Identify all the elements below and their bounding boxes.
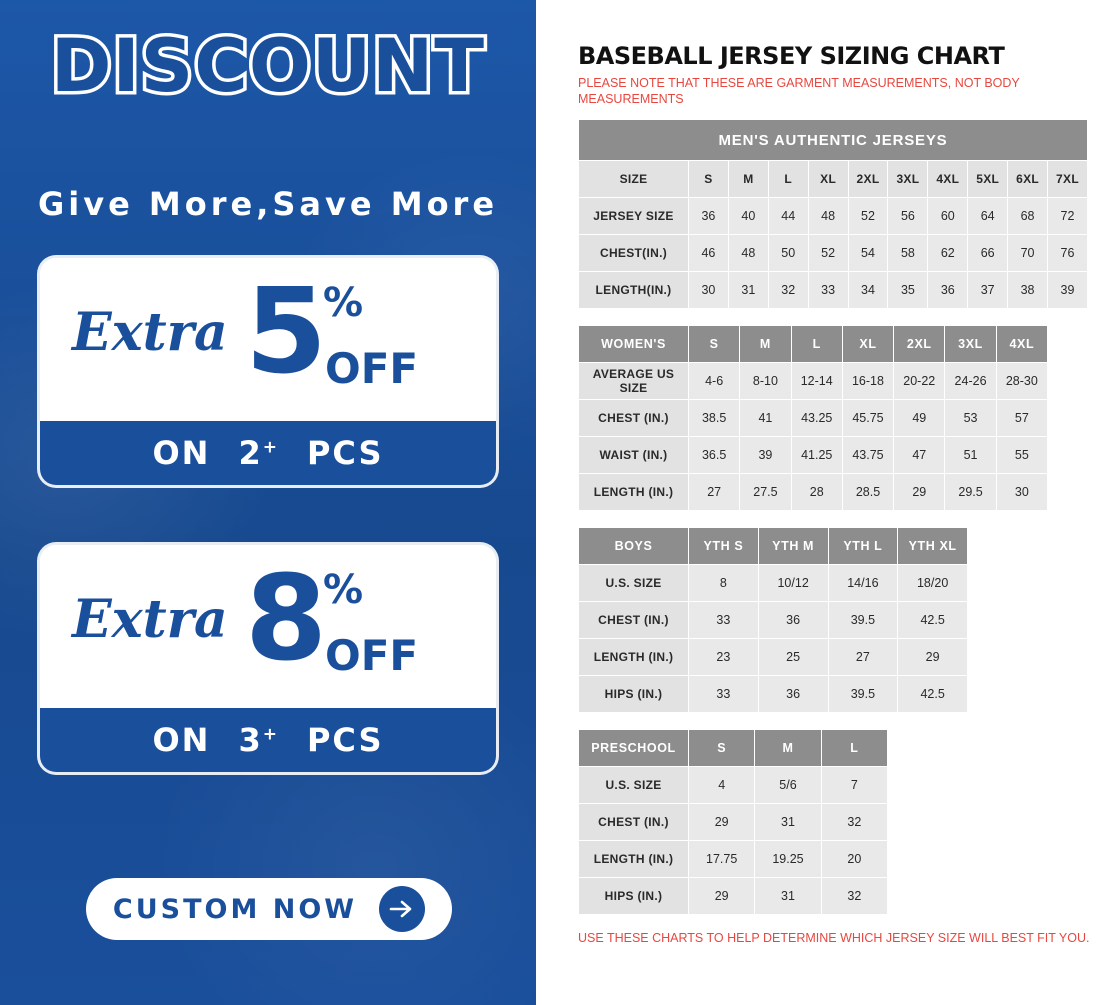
cell: 16-18: [842, 363, 893, 400]
cell: 55: [996, 437, 1047, 474]
cell: 58: [888, 235, 928, 272]
cell: 42.5: [898, 602, 968, 639]
offer-condition-bar: [40, 708, 496, 772]
column-header: YTH XL: [898, 528, 968, 565]
cell: 27: [828, 639, 898, 676]
row-label: JERSEY SIZE: [579, 198, 689, 235]
table-row: [579, 676, 968, 713]
column-header: 4XL: [996, 326, 1047, 363]
cell: 60: [928, 198, 968, 235]
cell: 36: [689, 198, 729, 235]
cell: 29.5: [945, 474, 996, 511]
cell: 29: [898, 639, 968, 676]
cell: 28: [791, 474, 842, 511]
column-header: 3XL: [888, 161, 928, 198]
cell: 40: [728, 198, 768, 235]
offer-percent-sign: %: [323, 280, 364, 326]
offer-percent-number: 8: [245, 549, 328, 687]
table-row: [579, 198, 1088, 235]
cell: 48: [808, 198, 848, 235]
cell: 72: [1048, 198, 1088, 235]
cell: 10/12: [758, 565, 828, 602]
cell: 39.5: [828, 602, 898, 639]
offer-quantity: 3+: [238, 721, 279, 759]
cell: 36: [928, 272, 968, 309]
cell: 70: [1008, 235, 1048, 272]
column-header: YTH S: [689, 528, 759, 565]
cell: 38: [1008, 272, 1048, 309]
column-header: 7XL: [1048, 161, 1088, 198]
cell: 33: [689, 676, 759, 713]
cell: 54: [848, 235, 888, 272]
column-header: PRESCHOOL: [579, 730, 689, 767]
cell: 49: [894, 400, 945, 437]
cell: 42.5: [898, 676, 968, 713]
offer-percent-number: 5: [245, 262, 328, 400]
arrow-right-icon: [379, 886, 425, 932]
cell: 34: [848, 272, 888, 309]
offer-pcs-label: PCS: [306, 721, 384, 759]
cell: 43.25: [791, 400, 842, 437]
table-row: [579, 841, 888, 878]
column-header: YTH M: [758, 528, 828, 565]
offer-on-label: ON: [152, 721, 211, 759]
row-label: CHEST(IN.): [579, 235, 689, 272]
offer-condition-bar: [40, 421, 496, 485]
column-header: BOYS: [579, 528, 689, 565]
cell: 64: [968, 198, 1008, 235]
cell: 14/16: [828, 565, 898, 602]
discount-title: DISCOUNT: [50, 24, 486, 109]
sizing-charts-panel: [536, 0, 1116, 1005]
table-row: [579, 565, 968, 602]
cell: 32: [821, 804, 887, 841]
offer-pcs-label: PCS: [306, 434, 384, 472]
cell: 30: [996, 474, 1047, 511]
custom-now-button[interactable]: [86, 878, 452, 940]
page-title: BASEBALL JERSEY SIZING CHART: [578, 42, 1005, 70]
table-header-row: [579, 161, 1088, 198]
row-label: CHEST (IN.): [579, 804, 689, 841]
cell: 37: [968, 272, 1008, 309]
cell: 27: [689, 474, 740, 511]
cell: 8-10: [740, 363, 791, 400]
table-banner-label: MEN'S AUTHENTIC JERSEYS: [579, 120, 1088, 161]
cell: 4: [689, 767, 755, 804]
table-banner-row: [579, 120, 1088, 161]
cell: 29: [689, 878, 755, 915]
column-header: S: [689, 730, 755, 767]
cell: 32: [821, 878, 887, 915]
cell: 31: [755, 804, 821, 841]
cell: 36.5: [689, 437, 740, 474]
column-header: M: [755, 730, 821, 767]
cell: 39.5: [828, 676, 898, 713]
row-label: HIPS (IN.): [579, 878, 689, 915]
cell: 39: [740, 437, 791, 474]
column-header: YTH L: [828, 528, 898, 565]
column-header: 2XL: [848, 161, 888, 198]
column-header: M: [740, 326, 791, 363]
offer-extra-label: Extra: [72, 302, 228, 363]
cell: 29: [894, 474, 945, 511]
cell: 7: [821, 767, 887, 804]
promo-content: [0, 0, 536, 1005]
cell: 36: [758, 676, 828, 713]
cell: 31: [728, 272, 768, 309]
offer-card-body: [40, 545, 496, 708]
cell: 19.25: [755, 841, 821, 878]
column-header: M: [728, 161, 768, 198]
cell: 48: [728, 235, 768, 272]
table-row: [579, 767, 888, 804]
column-header: 5XL: [968, 161, 1008, 198]
discount-promo-panel: [0, 0, 536, 1005]
row-label: CHEST (IN.): [579, 602, 689, 639]
table-row: [579, 235, 1088, 272]
cell: 33: [689, 602, 759, 639]
cell: 46: [689, 235, 729, 272]
column-header: S: [689, 161, 729, 198]
table-header-row: [579, 730, 888, 767]
column-header: S: [689, 326, 740, 363]
table-row: [579, 400, 1048, 437]
table-row: [579, 474, 1048, 511]
measurement-note: PLEASE NOTE THAT THESE ARE GARMENT MEASUREMENTS, NOT BODY MEASUREMENTS: [578, 76, 1020, 106]
cell: 5/6: [755, 767, 821, 804]
column-header: 3XL: [945, 326, 996, 363]
row-label: LENGTH (IN.): [579, 639, 689, 676]
column-header: 4XL: [928, 161, 968, 198]
row-label: AVERAGE US SIZE: [579, 363, 689, 400]
cell: 31: [755, 878, 821, 915]
table-womens: [578, 325, 1048, 511]
row-label: CHEST (IN.): [579, 400, 689, 437]
cell: 76: [1048, 235, 1088, 272]
offer-quantity: 2+: [238, 434, 279, 472]
cell: 28-30: [996, 363, 1047, 400]
cell: 23: [689, 639, 759, 676]
cell: 50: [768, 235, 808, 272]
cell: 29: [689, 804, 755, 841]
row-label: HIPS (IN.): [579, 676, 689, 713]
table-preschool: [578, 729, 888, 915]
cell: 33: [808, 272, 848, 309]
offer-percent-sign: %: [323, 567, 364, 613]
offer-off-label: OFF: [325, 344, 419, 393]
column-header: 6XL: [1008, 161, 1048, 198]
offer-extra-label: Extra: [72, 589, 228, 650]
cell: 35: [888, 272, 928, 309]
offer-off-label: OFF: [325, 631, 419, 680]
offer-card-body: [40, 258, 496, 421]
cell: 68: [1008, 198, 1048, 235]
column-header: L: [821, 730, 887, 767]
table-boys: [578, 527, 968, 713]
cell: 20: [821, 841, 887, 878]
offer-on-label: ON: [152, 434, 211, 472]
table-row: [579, 602, 968, 639]
table-mens-authentic-jerseys: [578, 119, 1088, 309]
cell: 8: [689, 565, 759, 602]
column-header: L: [791, 326, 842, 363]
cell: 47: [894, 437, 945, 474]
offer-card-8-percent[interactable]: [40, 545, 496, 772]
cell: 53: [945, 400, 996, 437]
cell: 12-14: [791, 363, 842, 400]
column-header: SIZE: [579, 161, 689, 198]
cell: 52: [808, 235, 848, 272]
cell: 20-22: [894, 363, 945, 400]
cell: 30: [689, 272, 729, 309]
cell: 41: [740, 400, 791, 437]
table-row: [579, 437, 1048, 474]
row-label: LENGTH(IN.): [579, 272, 689, 309]
cell: 44: [768, 198, 808, 235]
chart-footer-note: USE THESE CHARTS TO HELP DETERMINE WHICH JERSEY SIZE WILL BEST FIT YOU.: [578, 931, 1090, 946]
cell: 56: [888, 198, 928, 235]
table-header-row: [579, 326, 1048, 363]
table-row: [579, 363, 1048, 400]
cell: 36: [758, 602, 828, 639]
cell: 57: [996, 400, 1047, 437]
cell: 18/20: [898, 565, 968, 602]
cell: 24-26: [945, 363, 996, 400]
offer-card-5-percent[interactable]: [40, 258, 496, 485]
column-header: XL: [842, 326, 893, 363]
cell: 45.75: [842, 400, 893, 437]
cell: 4-6: [689, 363, 740, 400]
cell: 52: [848, 198, 888, 235]
row-label: LENGTH (IN.): [579, 841, 689, 878]
column-header: L: [768, 161, 808, 198]
cell: 27.5: [740, 474, 791, 511]
cell: 41.25: [791, 437, 842, 474]
cell: 38.5: [689, 400, 740, 437]
table-row: [579, 272, 1088, 309]
table-row: [579, 639, 968, 676]
cell: 28.5: [842, 474, 893, 511]
row-label: U.S. SIZE: [579, 565, 689, 602]
cell: 43.75: [842, 437, 893, 474]
cell: 25: [758, 639, 828, 676]
cell: 32: [768, 272, 808, 309]
row-label: LENGTH (IN.): [579, 474, 689, 511]
cell: 17.75: [689, 841, 755, 878]
table-row: [579, 878, 888, 915]
table-row: [579, 804, 888, 841]
column-header: WOMEN'S: [579, 326, 689, 363]
custom-now-label: CUSTOM NOW: [112, 893, 358, 925]
row-label: WAIST (IN.): [579, 437, 689, 474]
cell: 39: [1048, 272, 1088, 309]
cell: 51: [945, 437, 996, 474]
column-header: 2XL: [894, 326, 945, 363]
row-label: U.S. SIZE: [579, 767, 689, 804]
discount-subtitle: Give More,Save More: [37, 185, 499, 223]
table-header-row: [579, 528, 968, 565]
cell: 66: [968, 235, 1008, 272]
column-header: XL: [808, 161, 848, 198]
cell: 62: [928, 235, 968, 272]
